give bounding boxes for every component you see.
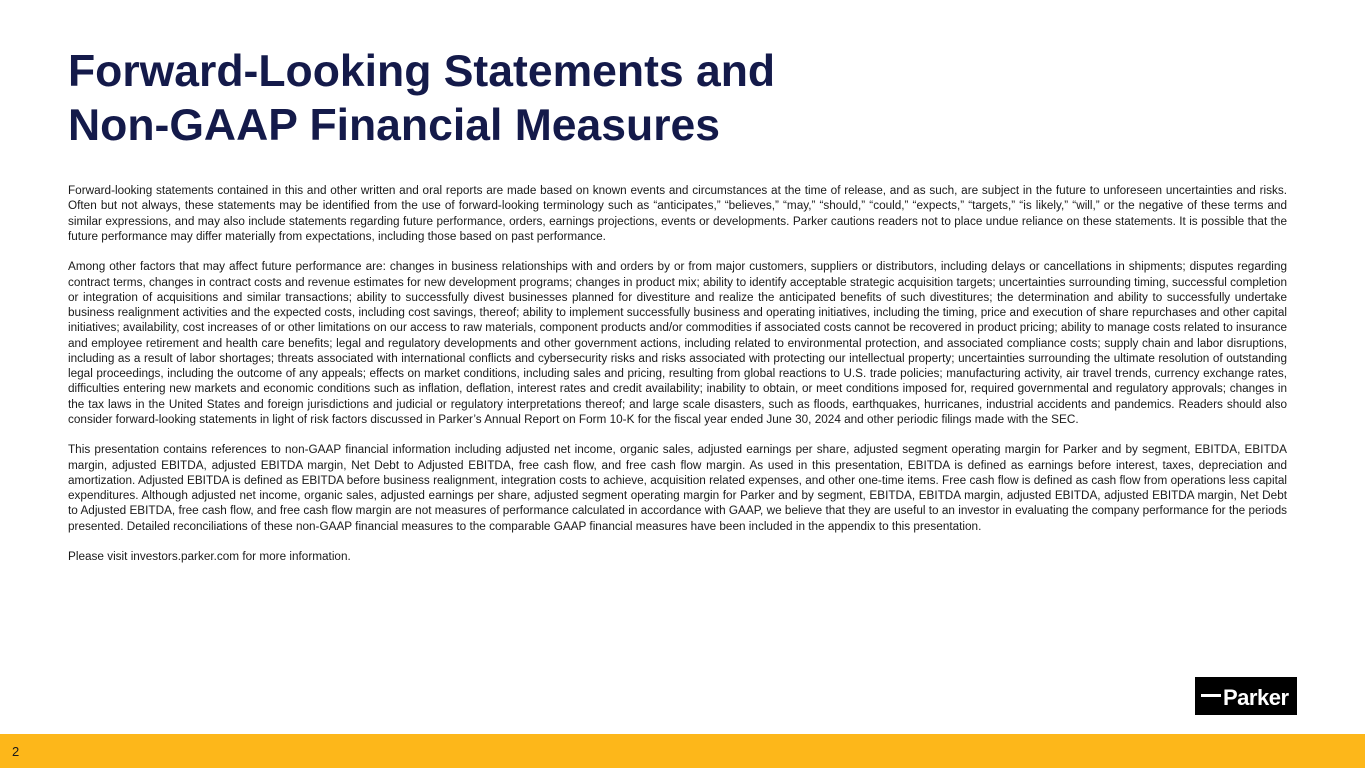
logo-text: Parker — [1223, 685, 1289, 710]
parker-logo-icon — [1195, 677, 1297, 715]
non-gaap-paragraph: This presentation contains references to non-GAAP financial information including adjusted net income, organic sales, adjusted earnings per share, adjusted segment operating margin for Parker and by segment, EBITDA, EBITDA margin, adjusted EBITDA, adjusted EBITDA margin, Net Debt to Adjusted EBITDA, free cash flow, and free cash flow margin. As used in this presentation, EBITDA is defined as earnings before interest, taxes, depreciation and amortization. Adjusted EBITDA is defined as EBITDA before business realignment, integration costs to achieve, acquisition related expenses, and other one-time items. Free cash flow is defined as cash flow from operations less capital expenditures. Although adjusted net income, organic sales, adjusted earnings per share, adjusted segment operating margin for Parker and by segment, EBITDA, EBITDA margin, adjusted EBITDA, adjusted EBITDA margin, Net Debt to Adjusted EBITDA, free cash flow, and free cash flow margin are not measures of performance calculated in accordance with GAAP, we believe that they are useful to an investor in evaluating the company performance for the periods presented. Detailed reconciliations of these non-GAAP financial measures to the comparable GAAP financial measures have been included in the appendix to this presentation. — [68, 443, 1287, 533]
page-title-line-1: Forward-Looking Statements and — [68, 47, 776, 96]
page-number: 2 — [12, 744, 20, 759]
visit-website-paragraph: Please visit investors.parker.com for more information. — [68, 550, 351, 563]
page-title-line-2: Non-GAAP Financial Measures — [68, 101, 721, 150]
disclaimer-body — [68, 183, 1287, 580]
forward-looking-paragraph: Forward-looking statements contained in this and other written and oral reports are made based on known events and circumstances at the time of release, and as such, are subject in the future to unforeseen uncertainties and risks. Often but not always, these statements may be identified from the use of forward-looking terminology such as “anticipates,” “believes,” “may,” “should,” “could,” “expects,” “targets,” “is likely,” “will,” or the negative of these terms and similar expressions, and may also include statements regarding future performance, orders, earnings projections, events or developments. Parker cautions readers not to place undue reliance on these statements. It is possible that the future performance may differ materially from expectations, including those based on past performance. — [68, 184, 1287, 243]
risk-factors-paragraph: Among other factors that may affect future performance are: changes in business relationships with and orders by or from major customers, suppliers or distributors, including delays or cancellations in shipments; disputes regarding contract terms, changes in contract costs and revenue estimates for new development programs; changes in product mix; ability to identify acceptable strategic acquisition targets; uncertainties surrounding timing, successful completion or integration of acquisitions and similar transactions; ability to successfully divest businesses planned for divestiture and realize the anticipated benefits of such divestitures; the determination and ability to successfully undertake business realignment activities and the expected costs, including cost savings, thereof; ability to implement successfully business and operating initiatives, including the timing, price and execution of share repurchases and other capital initiatives; availability, cost increases of or other limitations on our access to raw materials, component products and/or commodities if associated costs cannot be recovered in product pricing; ability to manage costs related to insurance and employee retirement and health care benefits; legal and regulatory developments and other government actions, including related to environmental protection, and associated compliance costs; supply chain and labor disruptions, including as a result of labor shortages; threats associated with international conflicts and cybersecurity risks and risks associated with protecting our intellectual property; uncertainties surrounding the ultimate resolution of outstanding legal proceedings, including the outcome of any appeals; effects on market conditions, including sales and pricing, resulting from global reactions to U.S. trade policies; manufacturing activity, air travel trends, currency exchange rates, difficulties entering new markets and economic conditions such as inflation, deflation, interest rates and credit availability; inability to obtain, or meet conditions imposed for, required governmental and regulatory approvals; changes in the tax laws in the United States and foreign jurisdictions and judicial or regulatory interpretations thereof; and large scale disasters, such as floods, earthquakes, hurricanes, industrial accidents and pandemics. Readers should also consider forward-looking statements in light of risk factors discussed in Parker’s Annual Report on Form 10-K for the fiscal year ended June 30, 2024 and other periodic filings made with the SEC. — [68, 260, 1287, 426]
page-title — [68, 45, 1068, 153]
footer-bar — [0, 734, 1365, 768]
